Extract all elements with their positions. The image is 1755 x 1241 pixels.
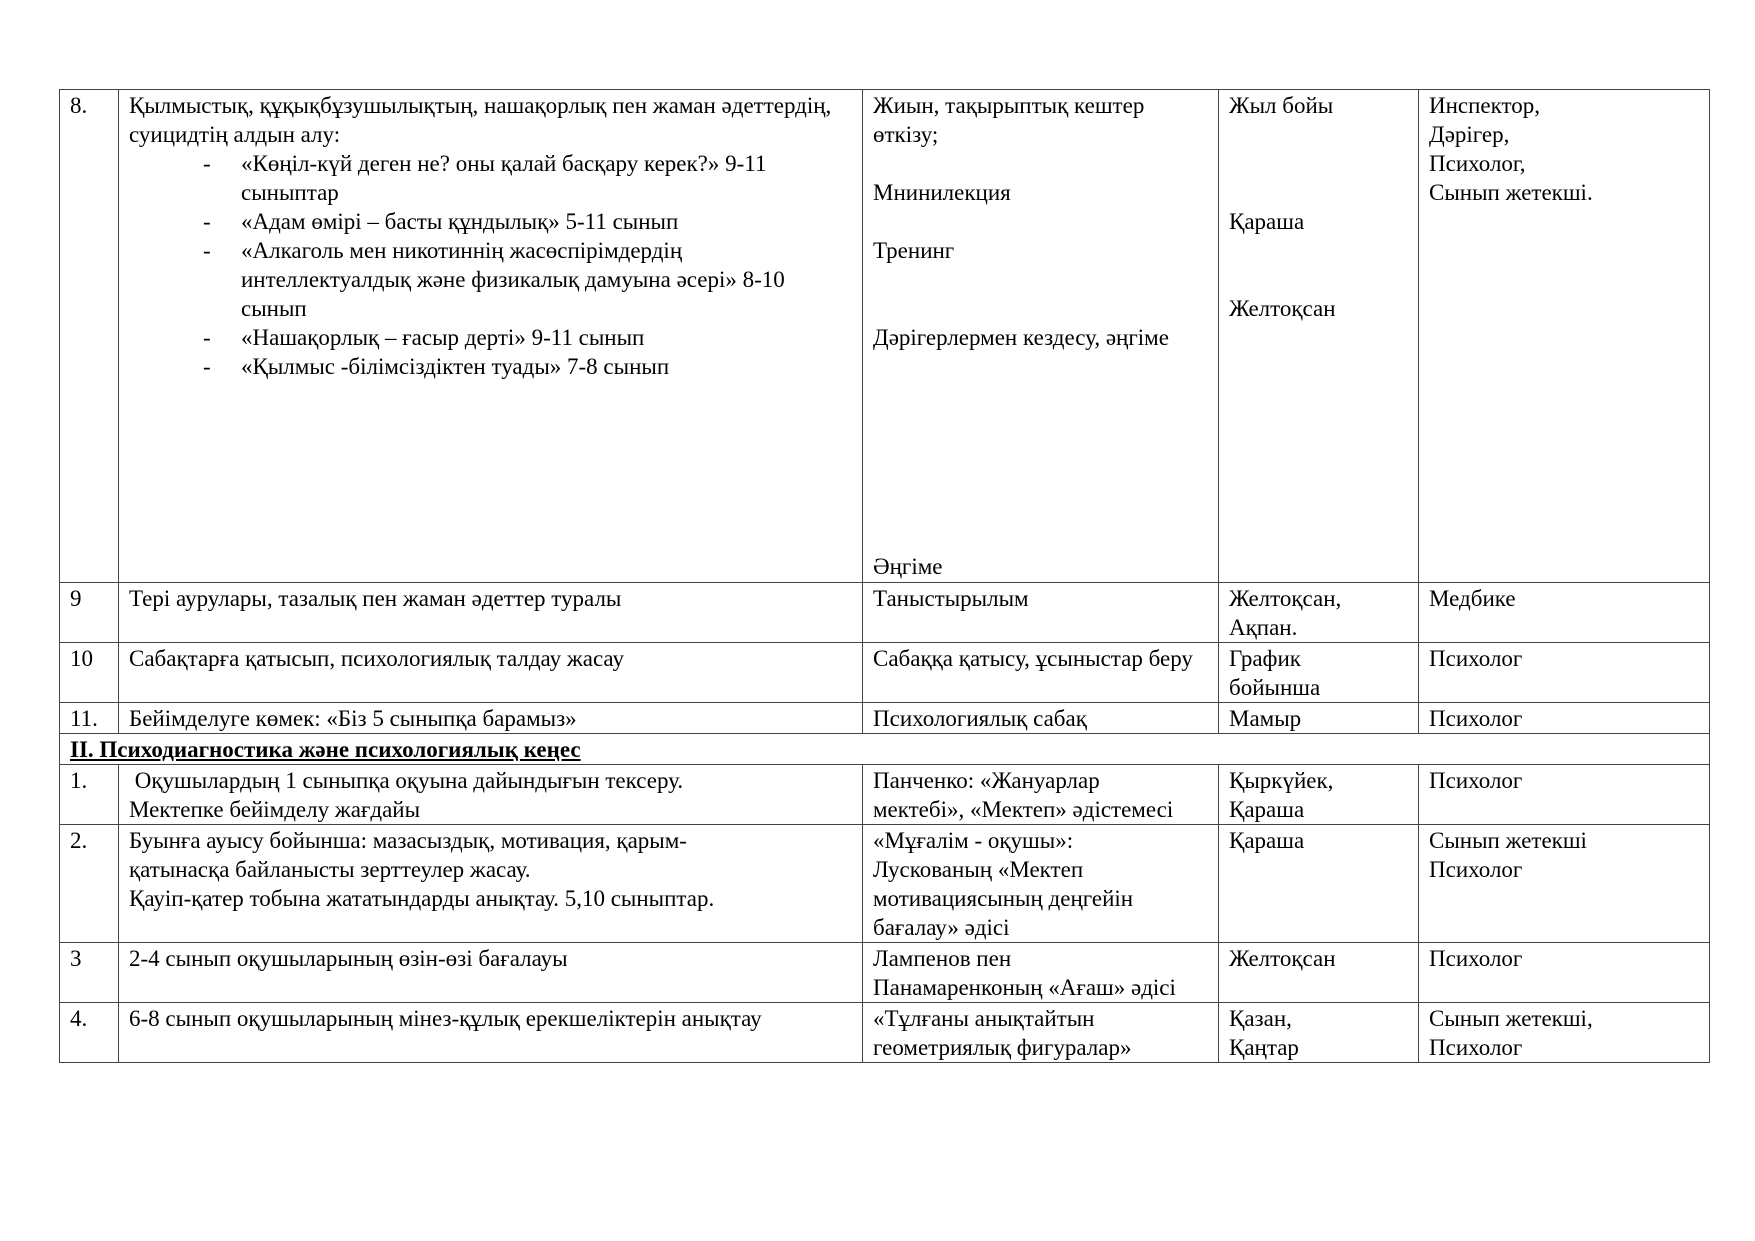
date-text: График: [1229, 646, 1301, 671]
date-cell: [1219, 90, 1419, 583]
table-row: [60, 583, 1710, 643]
form-text: Дәрігерлермен кездесу, әңгіме: [873, 325, 1169, 350]
topic-text: 2-4 сынып оқушыларының өзін-өзі бағалауы: [129, 946, 568, 971]
date-cell: [1219, 583, 1419, 643]
responsible-text: Психолог: [1429, 857, 1523, 882]
topic-cell: [119, 90, 863, 583]
date-cell: [1219, 1003, 1419, 1063]
list-item-text: «Нашақорлық – ғасыр дерті» 9-11 сынып: [241, 325, 645, 350]
table-row: [60, 643, 1710, 703]
form-cell: [863, 765, 1219, 825]
responsible-text: Инспектор,: [1429, 93, 1541, 118]
responsible-cell: [1419, 765, 1710, 825]
list-item: [129, 207, 852, 236]
topic-cell: Сабақтарға қатысып, психологиялық талдау жасау: [119, 643, 863, 703]
list-item: [129, 149, 852, 207]
date-text: Жыл бойы: [1229, 93, 1334, 118]
table-row: [60, 765, 1710, 825]
list-item-text: «Адам өмірі – басты құндылық» 5-11 сынып: [241, 209, 679, 234]
date-cell: Мамыр: [1219, 703, 1419, 734]
row-number: 11.: [60, 703, 119, 734]
row-number: 3: [60, 943, 119, 1003]
date-text: Желтоқсан: [1229, 946, 1336, 971]
dash-bullet: -: [203, 325, 211, 350]
row-number: 4.: [60, 1003, 119, 1063]
responsible-text: Психолог: [1429, 946, 1523, 971]
topic-text: Оқушылардың 1 сыныпқа оқуына дайындығын тексеру.: [129, 768, 684, 793]
responsible-cell: Психолог: [1419, 643, 1710, 703]
topic-cell: [119, 765, 863, 825]
list-item-text: «Қылмыс -білімсіздіктен туады» 7-8 сынып: [241, 354, 670, 379]
topic-cell: [119, 943, 863, 1003]
topic-cell: [119, 1003, 863, 1063]
form-text: Мнинилекция: [873, 180, 1011, 205]
responsible-text: Сынып жетекші.: [1429, 180, 1593, 205]
dash-bullet: -: [203, 151, 211, 176]
responsible-cell: [1419, 825, 1710, 943]
table-row: [60, 825, 1710, 943]
responsible-cell: [1419, 1003, 1710, 1063]
responsible-cell: [1419, 943, 1710, 1003]
dash-bullet: -: [203, 238, 211, 263]
date-text: Қыркүйек,: [1229, 768, 1334, 793]
section-header-row: [60, 734, 1710, 765]
date-text: Қараша: [1229, 828, 1305, 853]
table-row: [60, 90, 1710, 583]
list-item: [129, 352, 852, 381]
row-number: 1.: [60, 765, 119, 825]
table-row: [60, 703, 1710, 734]
date-text: Қаңтар: [1229, 1035, 1299, 1060]
form-cell: [863, 1003, 1219, 1063]
topic-heading: Қылмыстық, құқықбұзушылықтың, нашақорлық пен жаман әдеттердің, суицидтің алдын алу:: [129, 93, 832, 147]
list-item: [129, 236, 852, 323]
topic-list: [129, 149, 852, 381]
form-text: Панченко: «Жануарлар: [873, 768, 1100, 793]
form-cell: Психологиялық сабақ: [863, 703, 1219, 734]
topic-text: Буынға ауысу бойынша: мазасыздық, мотивация, қарым-: [129, 828, 687, 853]
date-text: Желтоқсан: [1229, 296, 1336, 321]
form-text: Лускованың «Мектеп: [873, 857, 1084, 882]
list-item-text: «Алкаголь мен никотиннің жасөспірімдердің интеллектуалдық және физикалық дамуына әсері» 8-10 сынып: [241, 238, 785, 321]
topic-text: Мектепке бейімделу жағдайы: [129, 797, 421, 822]
row-number: 2.: [60, 825, 119, 943]
form-text: бағалау» әдісі: [873, 915, 1010, 940]
date-text: Ақпан.: [1229, 615, 1298, 640]
form-cell: [863, 943, 1219, 1003]
date-cell: [1219, 943, 1419, 1003]
list-item-text: «Көңіл-күй деген не? оны қалай басқару керек?» 9-11 сыныптар: [241, 151, 767, 205]
responsible-text: Психолог: [1429, 1035, 1523, 1060]
responsible-text: Сынып жетекші,: [1429, 1006, 1593, 1031]
form-text: Жиын, тақырыптық кештер өткізу;: [873, 93, 1145, 147]
topic-text: қатынасқа байланысты зерттеулер жасау.: [129, 857, 531, 882]
table-row: [60, 943, 1710, 1003]
responsible-cell: [1419, 90, 1710, 583]
row-number: 9: [60, 583, 119, 643]
dash-bullet: -: [203, 209, 211, 234]
date-text: Желтоқсан,: [1229, 586, 1342, 611]
table-row: [60, 1003, 1710, 1063]
form-text: мотивациясының деңгейін: [873, 886, 1134, 911]
form-cell: [863, 90, 1219, 583]
topic-cell: [119, 825, 863, 943]
form-text: Панамаренконың «Ағаш» әдісі: [873, 975, 1176, 1000]
topic-text: 6-8 сынып оқушыларының мінез-құлық ерекшеліктерін анықтау: [129, 1006, 762, 1031]
form-text: мектебі», «Мектеп» әдістемесі: [873, 797, 1174, 822]
form-text: Әңгіме: [873, 554, 943, 579]
row-number: 8.: [60, 90, 119, 583]
dash-bullet: -: [203, 354, 211, 379]
list-item: [129, 323, 852, 352]
responsible-cell: Медбике: [1419, 583, 1710, 643]
responsible-text: Психолог,: [1429, 151, 1526, 176]
form-cell: [863, 825, 1219, 943]
work-plan-table: [59, 89, 1710, 1063]
date-cell: [1219, 643, 1419, 703]
form-text: «Тұлғаны анықтайтын: [873, 1006, 1095, 1031]
responsible-text: Психолог: [1429, 768, 1523, 793]
date-cell: [1219, 825, 1419, 943]
topic-cell: Тері аурулары, тазалық пен жаман әдеттер туралы: [119, 583, 863, 643]
date-text: Қараша: [1229, 797, 1305, 822]
date-cell: [1219, 765, 1419, 825]
topic-text: Қауіп-қатер тобына жататындарды анықтау. 5,10 сыныптар.: [129, 886, 715, 911]
date-text: Қараша: [1229, 209, 1305, 234]
date-text: бойынша: [1229, 675, 1321, 700]
form-text: «Мұғалім - оқушы»:: [873, 828, 1074, 853]
form-cell: Сабаққа қатысу, ұсыныстар беру: [863, 643, 1219, 703]
form-text: геометриялық фигуралар»: [873, 1035, 1132, 1060]
topic-cell: Бейімделуге көмек: «Біз 5 сыныпқа барамыз»: [119, 703, 863, 734]
section-title: II. Психодиагностика және психологиялық кеңес: [60, 734, 1710, 765]
date-text: Қазан,: [1229, 1006, 1292, 1031]
responsible-text: Дәрігер,: [1429, 122, 1510, 147]
form-cell: Таныстырылым: [863, 583, 1219, 643]
responsible-cell: Психолог: [1419, 703, 1710, 734]
responsible-text: Сынып жетекші: [1429, 828, 1587, 853]
form-text: Тренинг: [873, 238, 955, 263]
row-number: 10: [60, 643, 119, 703]
form-text: Лампенов пен: [873, 946, 1012, 971]
